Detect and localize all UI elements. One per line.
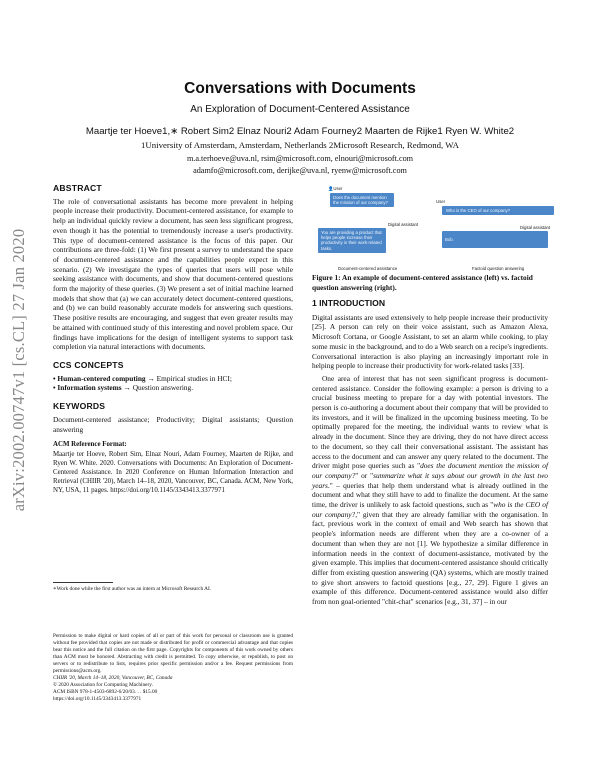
- figure-1: [312, 186, 551, 271]
- keywords-heading: KEYWORDS: [53, 401, 106, 412]
- arxiv-stamp: [6, 150, 32, 590]
- intro-section: [312, 299, 548, 607]
- acm-ref-text: Maartje ter Hoeve, Robert Sim, Elnaz Nouri, Adam Fourney, Maarten de Rijke, and Ryen W. White. 2020. Conversations with Documents: An Exploration of Document-Centered Assistance. In 2020 Conference on Human Information Interaction and Retrieval (CHIIR '20), March 14–18, 2020, Vancouver, BC, Canada. ACM, New York, NY, USA, 11 pages. https://doi.org/10.1145/3343413.3377971: [53, 451, 293, 495]
- permission-notice: Permission to make digital or hard copies of all or part of this work for personal or classroom use is granted without fee provided that copies are not made or distributed for profit or commercial advantage and that copies bear this notice and the full citation on the first page. Copyrights for components of this work owned by others than ACM must be honored. Abstracting with credit is permitted. To copy otherwise, or republish, to post on servers or to redistribute to lists, requires prior specific permission and/or a fee. Request permissions from permissions@acm.org.: [53, 633, 293, 674]
- paper-subtitle: An Exploration of Document-Centered Assistance: [190, 104, 410, 115]
- conference-info: [53, 675, 293, 703]
- ccs-list: [53, 374, 293, 394]
- ccs-item: • Human-centered computing → Empirical studies in HCI;: [53, 373, 232, 383]
- right-answer-bubble: Bob.: [442, 231, 548, 248]
- acm-ref-heading: ACM Reference Format:: [53, 441, 127, 449]
- footnote-rule: [53, 582, 113, 583]
- left-da-label: Digital assistant: [388, 222, 419, 227]
- footnote: ∗Work done while the first author was an intern at Microsoft Research AI.: [53, 586, 212, 592]
- keywords-text: Document-centered assistance; Productivity; Digital assistants; Question answering: [53, 414, 293, 434]
- right-footer: Factoid question answering: [472, 266, 525, 271]
- intro-heading: 1 INTRODUCTION: [312, 298, 386, 308]
- ccs-heading: CCS CONCEPTS: [53, 359, 124, 370]
- email-line[interactable]: adamfo@microsoft.com, derijke@uva.nl, ryenw@microsoft.com: [193, 165, 407, 175]
- conf-line: CHIIR '20, March 14–18, 2020, Vancouver, BC, Canada: [53, 675, 173, 681]
- conf-line: ACM ISBN 978-1-4503-6892-6/20/03. . . $15.00: [53, 688, 158, 695]
- email-line[interactable]: m.a.terhoeve@uva.nl, rsim@microsoft.com, elnouri@microsoft.com: [186, 154, 414, 163]
- right-question-bubble: Who is the CEO of our company?: [442, 206, 554, 215]
- user-icon: 👤User: [328, 186, 343, 191]
- right-da-label: Digital assistant: [520, 225, 551, 230]
- author-list: Maartje ter Hoeve1,∗ Robert Sim2 Elnaz Nouri2 Adam Fourney2 Maarten de Rijke1 Ryen W. White2: [85, 126, 515, 137]
- figure-caption: Figure 1: An example of document-centered assistance (left) vs. factoid question answering (right).: [312, 273, 533, 292]
- ccs-item: • Information systems → Question answering.: [53, 383, 194, 393]
- left-footer: Document-centered assistance: [338, 266, 398, 271]
- intro-paragraph: Digital assistants are used extensively to help people increase their productivity [25]. A person can rely on their voice assistant, such as Amazon Alexa, Microsoft Cortana, or Google Assistant, to set an alarm while cooking, to play some music in the background, and to do a Web search on a recipe's ingredients. Conversational interaction is also playing an increasingly important role in helping people to increase their productivity for work-related tasks [33].: [312, 312, 548, 371]
- right-user-label: User: [436, 199, 446, 204]
- author-emails: [0, 153, 600, 176]
- abstract-heading: ABSTRACT: [53, 183, 102, 193]
- intro-paragraph: One area of interest that has not seen significant progress is document-centered assistance. Consider the following example: a person is driving to a crucial business meeting to prepare for a day with potential investors. The person is co-authoring a document about their company that will be provided to its investors, and it will be finalized in the upcoming business meeting. To be optimally prepared for the meeting, the individual wants to review what is already in the document. Since they are driving, they do not have direct access to the document, so they call their conversational assistant. The assistant has access to the document and can answer any query related to the document. The driver might pose queries such as "does the document mention the mission of our company?" or "summarize what it says about our growth in the last two years." – queries that help them understand what is already outlined in the document and what they still have to add to finalize the document. At the same time, the driver is unlikely to ask factoid questions, such as "who is the CEO of our company?," given that they are already familiar with the organisation. In fact, previous work in the context of email and Web search has shown that people's information needs are different when they are a co-owner of a document than when they are not [1]. We hypothesize a similar difference in information needs in the context of document-assistance, motivated by the given example. This implies that document-centered assistance should critically differ from existing question answering (QA) systems, which are mostly trained to give short answers to factoid questions [e.g., 27, 29]. Figure 1 gives an example of this difference. Document-centered assistance would also differ from non goal-oriented "chit-chat" scenarios [e.g., 31, 37] – in our: [312, 373, 549, 607]
- paper-title: Conversations with Documents: [184, 80, 416, 97]
- doi-link[interactable]: https://doi.org/10.1145/3343413.3377971: [53, 695, 142, 702]
- affiliations: 1University of Amsterdam, Amsterdam, Netherlands 2Microsoft Research, Redmond, WA: [141, 140, 459, 150]
- left-answer-bubble: You are providing a product that helps people increase their productivity in their work-related tasks.: [318, 228, 386, 253]
- abstract-text: The role of conversational assistants has become more prevalent in helping people increase their productivity. Document-centered assistance, for example to help an individual quickly review a document, has seen less significant progress, even though it has the potential to tremendously increase a user's productivity. This type of document-centered assistance is the focus of this paper. Our contributions are three-fold: (1) We first present a survey to understand the space of document-centered assistance and the capabilities people expect in this scenario. (2) We investigate the types of queries that users will pose while seeking assistance with documents, and show that document-centered questions form the majority of these queries. (3) We present a set of initial machine learned models that show that (a) we can accurately detect document-centered questions, and (b) we can build reasonably accurate models for answering such questions. These positive results are encouraging, and suggest that even greater results may be attained with continued study of this interesting and novel problem space. Our findings have implications for the design of intelligent systems to support task completion via natural interactions with documents.: [53, 196, 293, 352]
- conf-line: © 2020 Association for Computing Machinery.: [53, 681, 153, 688]
- arxiv-id: arXiv:2002.00747v1 [cs.CL] 27 Jan 2020: [9, 228, 28, 512]
- left-question-bubble: Does the document mention the mission of our company?: [330, 193, 394, 207]
- left-column: [53, 184, 293, 495]
